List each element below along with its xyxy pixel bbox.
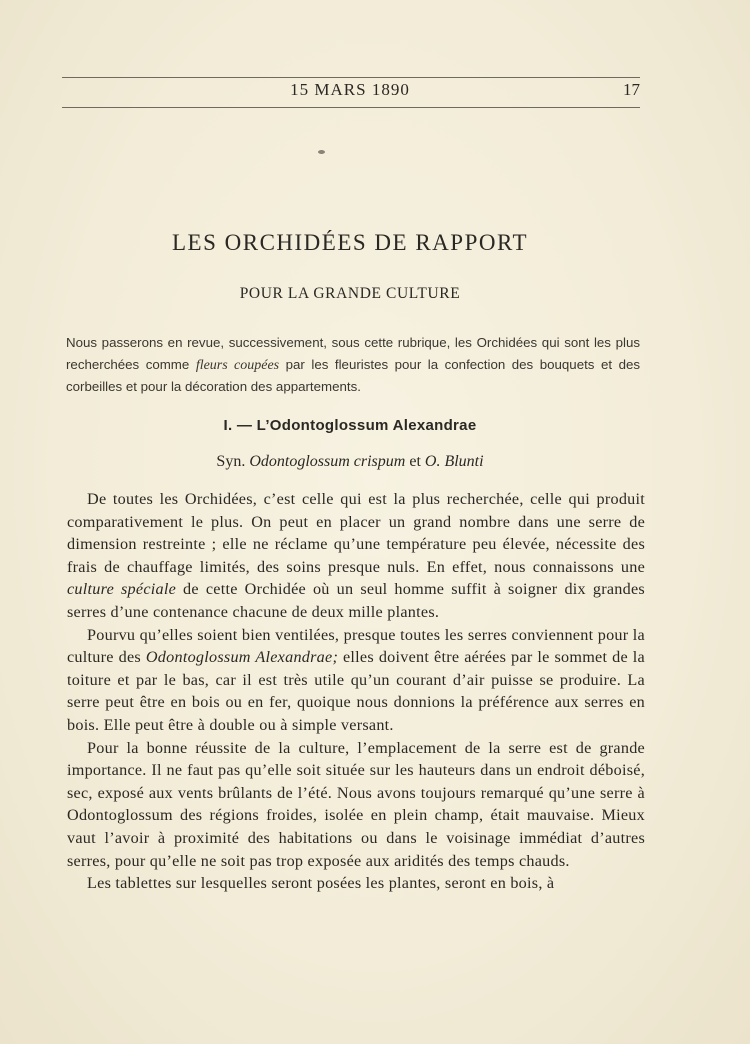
body-paragraph-3: Pour la bonne réussite de la culture, l’emplacement de la serre est de grande importance. Il ne faut pas qu’elle soit située sur les hauteurs dans un endroit déboisé, sec, exposé aux vents brûlants de l’été. Nous avons toujours remarqué qu’une serre à Odontoglossum des régions froides, isolée en plein champ, était mauvaise. Mieux vaut l’avoir à proximité des habitations ou dans le voisinage immédiat d’autres serres, pour qu’elle ne soit pas trop exposée aux aridités des temps chauds.: [67, 738, 645, 870]
intro-text-part2: par les fleuristes pour la confection des bouquets et des corbeilles et pour la décoration des appartements.: [66, 356, 641, 394]
intro-emphasis: fleurs coupées: [195, 357, 280, 373]
body-paragraph-1: [67, 488, 645, 624]
page-number: 17: [623, 80, 640, 99]
article-body: [67, 488, 645, 895]
intro-text-part1: Nous passerons en revue, successivement, sous cette rubrique, les Orchidées qui sont les plus recherchées comme: [66, 335, 640, 372]
header-rule-bottom: [62, 107, 640, 108]
p2-emphasis: Odontoglossum Alexandrae;: [145, 648, 339, 667]
synonym-name-1: Odontoglossum crispum: [249, 453, 406, 470]
header-rule-top: [62, 77, 640, 78]
body-paragraph-2: [67, 624, 645, 737]
synonym-name-2: O. Blunti: [424, 453, 484, 470]
p1-text-part2: de cette Orchidée où un seul homme suffit à soigner dix grandes serres d’une contenance chacune de deux mille plantes.: [67, 580, 645, 621]
synonyms-line: [60, 453, 640, 471]
p1-text-part1: De toutes les Orchidées, c’est celle qui est la plus recherchée, celle qui produit comparativement le plus. On peut en placer un grand nombre dans une serre de dimension restreinte ; elle ne réclame qu’une température peu élevée, nécessite des frais de chauffage limités, des soins presque nuls. En effet, nous connaissons une: [67, 490, 645, 576]
intro-paragraph: [66, 332, 640, 398]
ornament-dot: [318, 150, 325, 154]
synonyms-joiner: et: [405, 453, 425, 470]
section-heading: I. — L’Odontoglossum Alexandrae: [223, 417, 477, 434]
article-title: LES ORCHIDÉES DE RAPPORT: [171, 230, 528, 255]
body-paragraph-4: Les tablettes sur lesquelles seront posées les plantes, seront en bois, à: [87, 874, 555, 893]
p1-emphasis: culture spéciale: [67, 580, 177, 599]
p2-text-part1: Pourvu qu’elles soient bien ventilées, presque toutes les serres conviennent pour la culture des: [67, 625, 645, 667]
synonyms-prefix: Syn.: [216, 453, 250, 470]
issue-date: 15 MARS 1890: [290, 80, 410, 99]
p2-text-part2: elles doivent être aérées par le sommet de la toiture et par le bas, car il est très utile qu’un courant d’air puisse se produire. La serre peut être en bois ou en fer, quoique nous donnions la préférence aux serres en bois. Elle peut être à double ou à simple versant.: [67, 648, 645, 734]
article-subtitle: POUR LA GRANDE CULTURE: [239, 285, 461, 302]
